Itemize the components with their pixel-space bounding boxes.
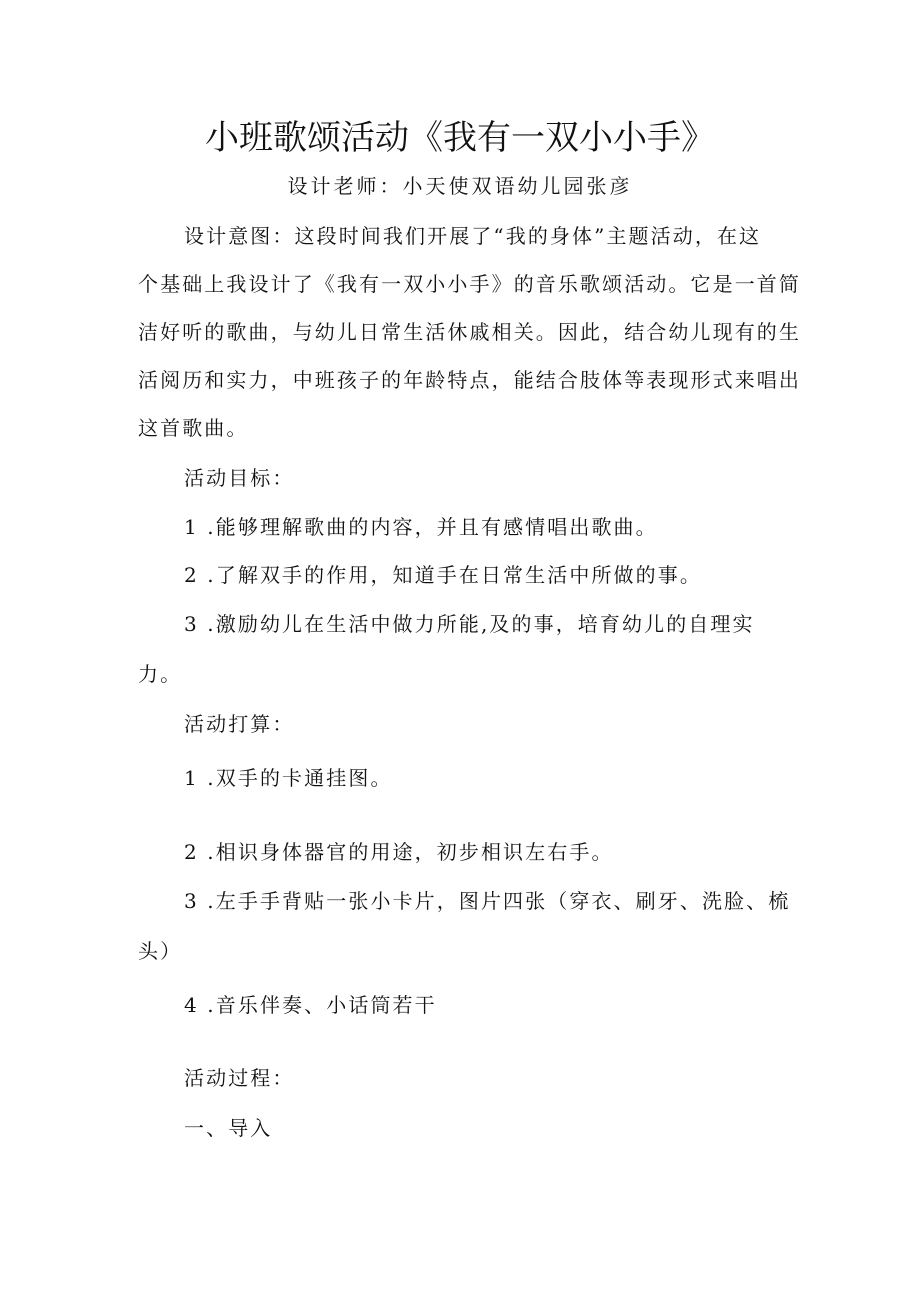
intent-line-4: 活阅历和实力，中班孩子的年龄特点，能结合肢体等表现形式来唱出: [138, 368, 801, 392]
process-heading: 活动过程：: [184, 1066, 295, 1090]
goal-item-3: 3 .激励幼儿在生活中做力所能,及的事，培育幼儿的自理实: [184, 612, 755, 636]
prep-heading: 活动打算：: [184, 712, 295, 736]
prep-item-3-cont: 头）: [138, 939, 183, 963]
process-item-1: 一、导入: [184, 1116, 273, 1140]
prep-item-1: 1 .双手的卡通挂图。: [184, 766, 393, 790]
intent-line-5: 这首歌曲。: [138, 416, 249, 440]
prep-item-3: 3 .左手手背贴一张小卡片，图片四张（穿衣、刷牙、洗脸、梳: [184, 889, 791, 913]
goals-heading: 活动目标：: [184, 466, 295, 490]
prep-item-2: 2 .相识身体器官的用途，初步相识左右手。: [184, 840, 614, 864]
goal-item-1: 1 .能够理解歌曲的内容，并且有感情唱出歌曲。: [184, 515, 658, 539]
intent-line-2: 个基础上我设计了《我有一双小小手》的音乐歌颂活动。它是一首简: [138, 272, 801, 296]
goal-item-3-cont: 力。: [138, 662, 183, 686]
intent-line-3: 洁好听的歌曲，与幼儿日常生活休戚相关。因此，结合幼儿现有的生: [138, 320, 801, 344]
intent-line-1: 设计意图：这段时间我们开展了“我的身体”主题活动，在这: [184, 224, 762, 248]
goal-item-2: 2 .了解双手的作用，知道手在日常生活中所做的事。: [184, 563, 702, 587]
designer-line: 设计老师：小天使双语幼儿园张彦: [287, 174, 633, 198]
document-title: 小班歌颂活动《我有一双小小手》: [205, 118, 715, 158]
prep-item-4: 4 .音乐伴奏、小话筒若干: [184, 993, 437, 1017]
